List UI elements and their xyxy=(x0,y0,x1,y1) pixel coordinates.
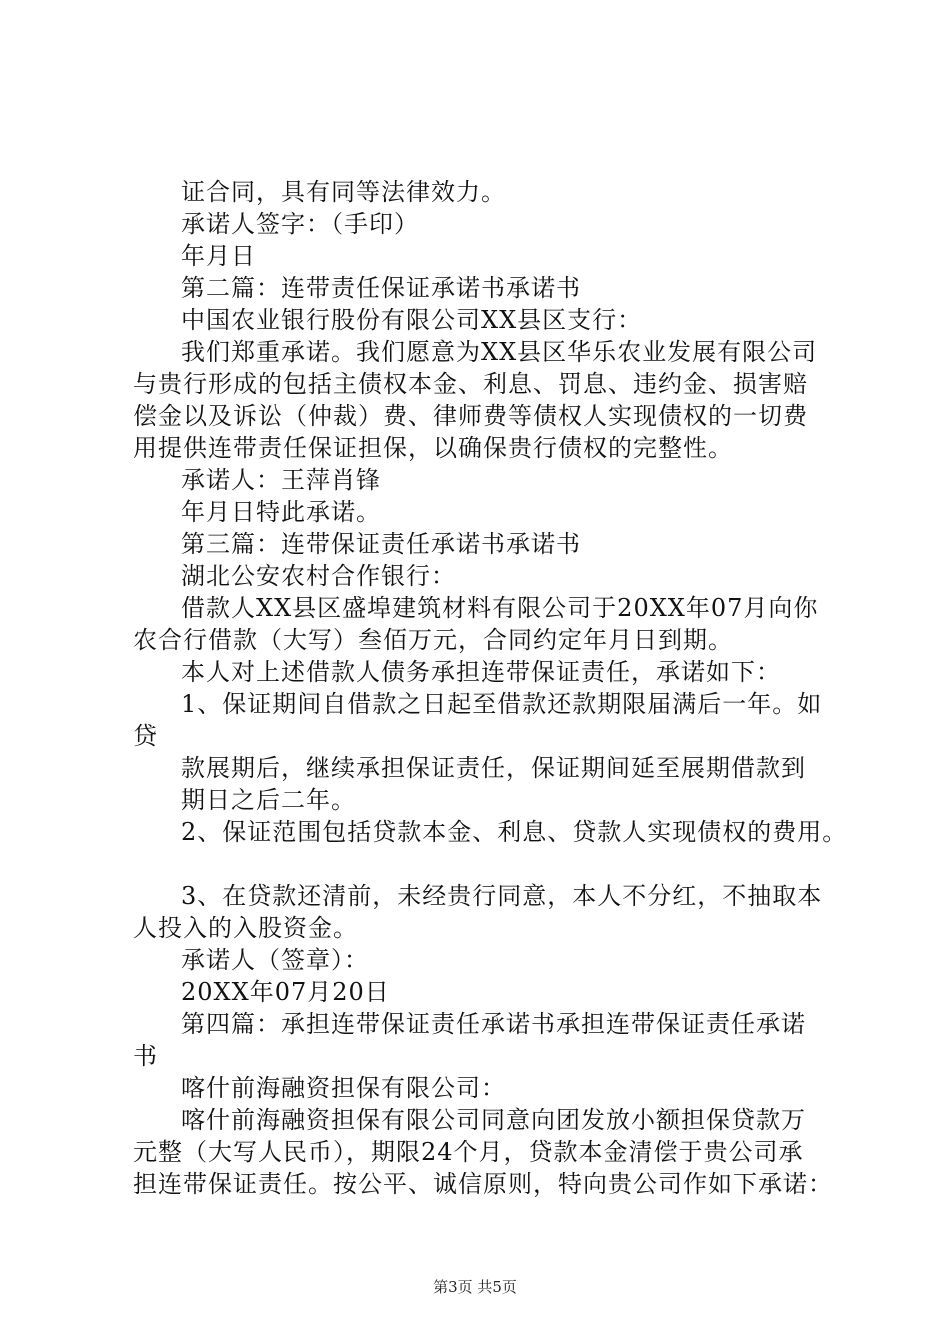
addressee: 湖北公安农村合作银行： xyxy=(181,562,456,590)
text-line: 款展期后，继续承担保证责任，保证期间延至展期借款到 xyxy=(181,754,806,782)
text-line: 与贵行形成的包括主债权本金、利息、罚息、违约金、损害赔 xyxy=(133,370,808,398)
text-line: 1、保证期间自借款之日起至借款还款期限届满后一年。如 xyxy=(181,690,823,718)
text-line: 年月日 xyxy=(181,242,256,270)
text-line: 承诺人（签章）： xyxy=(181,946,369,974)
text-line: 我们郑重承诺。我们愿意为XX县区华乐农业发展有限公司 xyxy=(181,338,818,366)
text-line: 用提供连带责任保证担保，以确保贵行债权的完整性。 xyxy=(133,434,733,462)
text-line: 担连带保证责任。按公平、诚信原则，特向贵公司作如下承诺： xyxy=(133,1170,833,1198)
text-line: 元整（大写人民币），期限24个月，贷款本金清偿于贵公司承 xyxy=(133,1138,804,1166)
addressee: 中国农业银行股份有限公司XX县区支行： xyxy=(181,306,643,334)
text-line: 20XX年07月20日 xyxy=(181,978,390,1006)
text-line: 2、保证范围包括贷款本金、利息、贷款人实现债权的费用。 xyxy=(181,818,848,846)
text-line: 借款人XX县区盛埠建筑材料有限公司于20XX年07月向你 xyxy=(181,594,819,622)
text-line: 农合行借款（大写）叁佰万元，合同约定年月日到期。 xyxy=(133,626,733,654)
blank-line xyxy=(133,848,839,880)
text-line: 本人对上述借款人债务承担连带保证责任，承诺如下： xyxy=(181,658,781,686)
text-line: 偿金以及诉讼（仲裁）费、律师费等债权人实现债权的一切费 xyxy=(133,402,808,430)
addressee: 喀什前海融资担保有限公司： xyxy=(181,1074,506,1102)
page-footer: 第3页 共5页 xyxy=(433,1278,517,1296)
section-heading: 第三篇：连带保证责任承诺书承诺书 xyxy=(181,530,581,558)
text-line: 年月日特此承诺。 xyxy=(181,498,381,526)
text-line: 喀什前海融资担保有限公司同意向团发放小额担保贷款万 xyxy=(181,1106,806,1134)
section-heading: 第二篇：连带责任保证承诺书承诺书 xyxy=(181,274,581,302)
text-line: 承诺人：王萍肖锋 xyxy=(181,466,381,494)
text-line: 贷 xyxy=(133,722,158,750)
text-line: 人投入的入股资金。 xyxy=(133,914,358,942)
text-line: 承诺人签字：（手印） xyxy=(181,210,419,238)
section-heading: 书 xyxy=(133,1042,158,1070)
section-heading: 第四篇：承担连带保证责任承诺书承担连带保证责任承诺 xyxy=(181,1010,806,1038)
text-line: 期日之后二年。 xyxy=(181,786,356,814)
document-body xyxy=(133,176,848,1200)
text-line: 证合同，具有同等法律效力。 xyxy=(181,178,506,206)
text-line: 3、在贷款还清前，未经贵行同意，本人不分红，不抽取本 xyxy=(181,882,823,910)
